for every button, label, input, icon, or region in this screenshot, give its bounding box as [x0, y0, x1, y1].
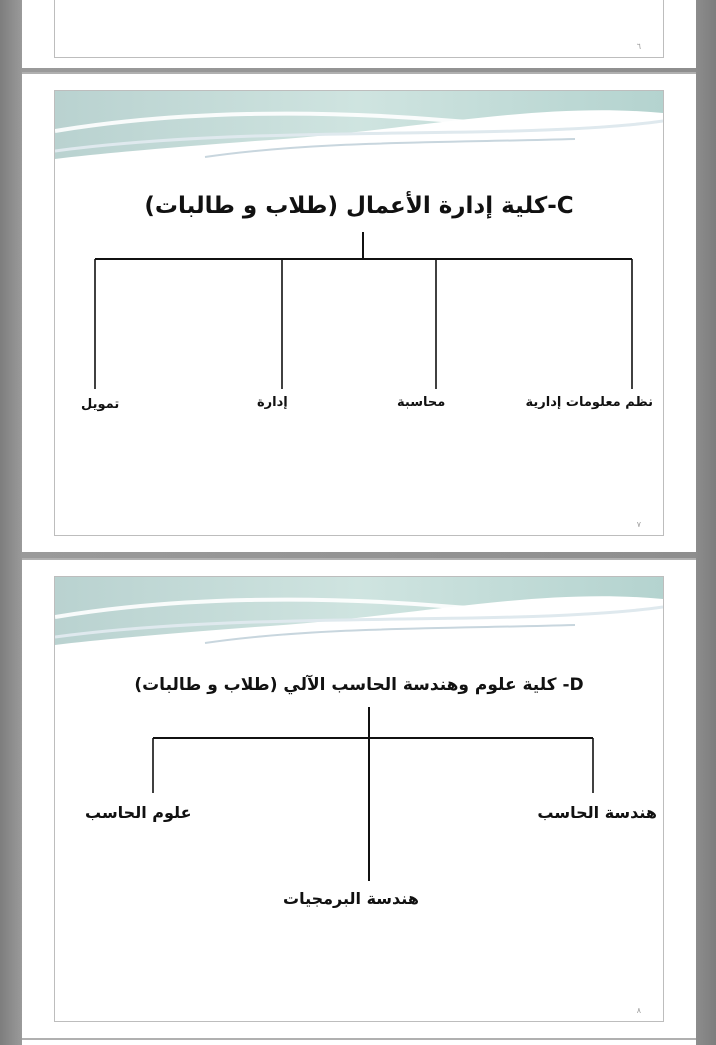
- slide-6-content: [54, 0, 664, 58]
- org-node-finance: تمويل: [81, 397, 120, 412]
- org-node-computer-science: علوم الحاسب: [85, 803, 192, 822]
- org-chart-connectors: [55, 91, 663, 536]
- org-chart-connectors: [55, 577, 663, 1022]
- slide-title: C-كلية إدارة الأعمال (طلاب و طالبات): [144, 193, 574, 219]
- org-node-management: إدارة: [257, 395, 288, 410]
- org-node-software-engineering: هندسة البرمجيات: [283, 889, 419, 908]
- slide-number: ٦: [636, 42, 641, 51]
- org-node-mis: نظم معلومات إدارية: [525, 395, 653, 410]
- slide-8-content: [54, 576, 664, 1022]
- slide-number: ٨: [636, 1006, 641, 1015]
- slide-number: ٧: [636, 520, 641, 529]
- slide-title: D- كلية علوم وهندسة الحاسب الآلي (طلاب و طالبات): [134, 675, 584, 695]
- org-node-computer-engineering: هندسة الحاسب: [537, 803, 657, 822]
- slide-9-edge: [22, 1038, 696, 1045]
- slide-8: [22, 558, 696, 1038]
- slide-7: [22, 72, 696, 552]
- slide-6: [22, 0, 696, 68]
- slide-7-content: [54, 90, 664, 536]
- org-node-accounting: محاسبة: [397, 395, 446, 410]
